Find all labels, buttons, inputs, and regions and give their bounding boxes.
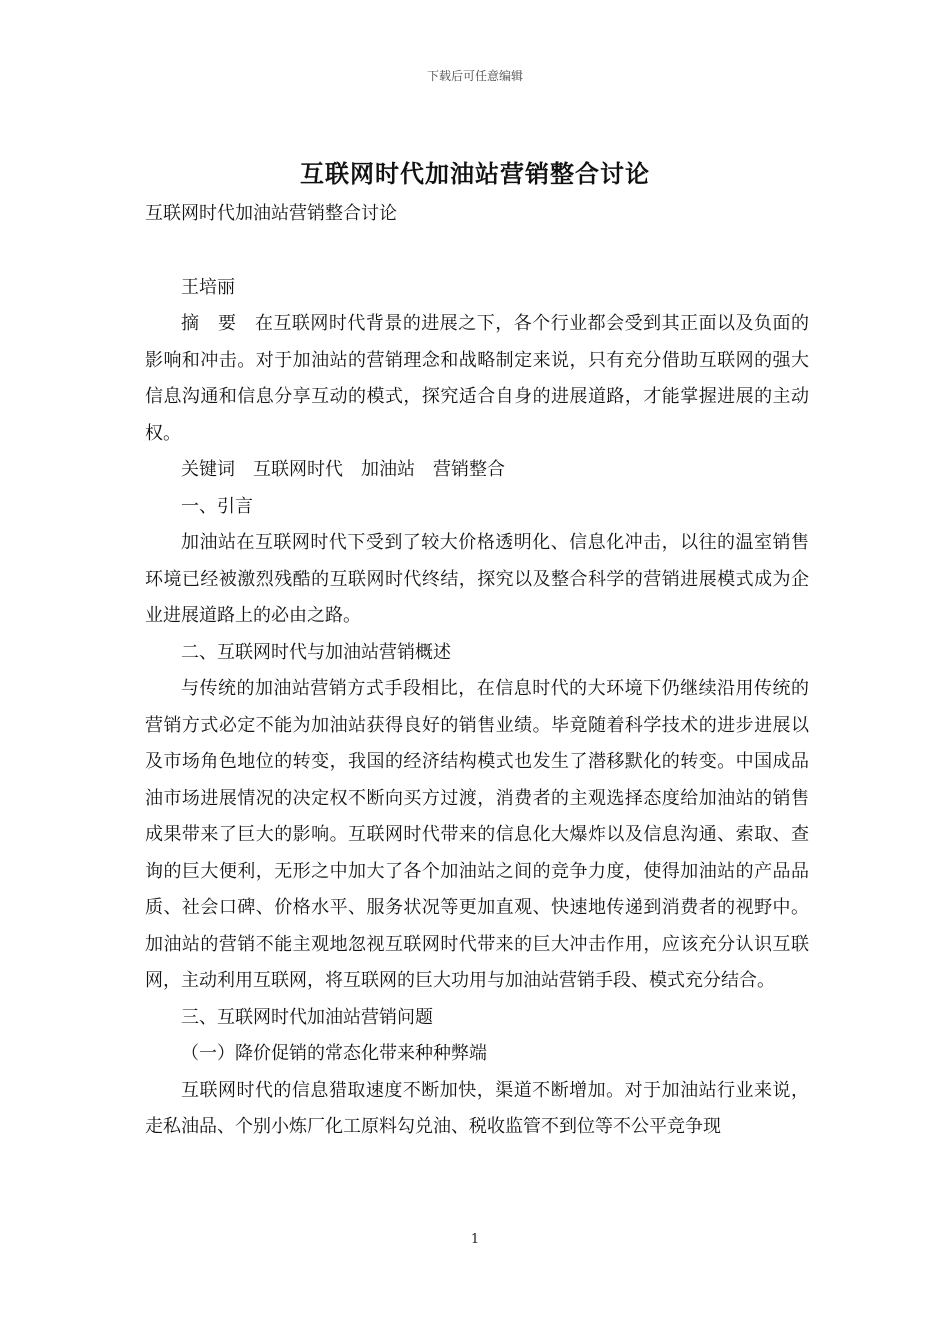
- document-title: 互联网时代加油站营销整合讨论: [300, 159, 650, 188]
- paragraph: 互联网时代的信息猎取速度不断加快，渠道不断增加。对于加油站行业来说，走私油品、个别小炼厂化工原料勾兑油、税收监管不到位等不公平竞争现: [145, 1079, 809, 1137]
- spacer: [145, 233, 809, 270]
- paragraph: 加油站在互联网时代下受到了较大价格透明化、信息化冲击，以往的温室销售环境已经被激烈残酷的互联网时代终结，探究以及整合科学的营销进展模式成为企业进展道路上的必由之路。: [145, 532, 809, 626]
- section-heading-overview: 二、互联网时代与加油站营销概述: [181, 641, 451, 663]
- section-heading-problems: 三、互联网时代加油站营销问题: [181, 1006, 433, 1028]
- document-subtitle: 互联网时代加油站营销整合讨论: [145, 203, 397, 224]
- abstract-paragraph: 摘 要 在互联网时代背景的进展之下，各个行业都会受到其正面以及负面的影响和冲击。对于加油站的营销理念和战略制定来说，只有充分借助互联网的强大信息沟通和信息分享互动的模式，探究适合自身的进展道路，才能掌握进展的主动权。: [145, 313, 809, 444]
- document-body: [145, 196, 809, 1146]
- page-number: 1: [470, 1232, 480, 1247]
- keywords: 关键词 互联网时代 加油站 营销整合: [181, 459, 505, 480]
- section-heading-intro: 一、引言: [181, 495, 253, 517]
- author: 王培丽: [181, 276, 235, 298]
- subsection-heading: （一）降价促销的常态化带来种种弊端: [181, 1043, 487, 1064]
- page-header: 下载后可任意编辑: [426, 69, 523, 83]
- paragraph: 与传统的加油站营销方式手段相比，在信息时代的大环境下仍继续沿用传统的营销方式必定不能为加油站获得良好的销售业绩。毕竟随着科学技术的进步进展以及市场角色地位的转变，我国的经济结构模式也发生了潜移默化的转变。中国成品油市场进展情况的决定权不断向买方过渡，消费者的主观选择态度给加油站的销售成果带来了巨大的影响。互联网时代带来的信息化大爆炸以及信息沟通、索取、查询的巨大便利，无形之中加大了各个加油站之间的竞争力度，使得加油站的产品品质、社会口碑、价格水平、服务状况等更加直观、快速地传递到消费者的视野中。加油站的营销不能主观地忽视互联网时代带来的巨大冲击作用，应该充分认识互联网，主动利用互联网，将互联网的巨大功用与加油站营销手段、模式充分结合。: [145, 678, 809, 991]
